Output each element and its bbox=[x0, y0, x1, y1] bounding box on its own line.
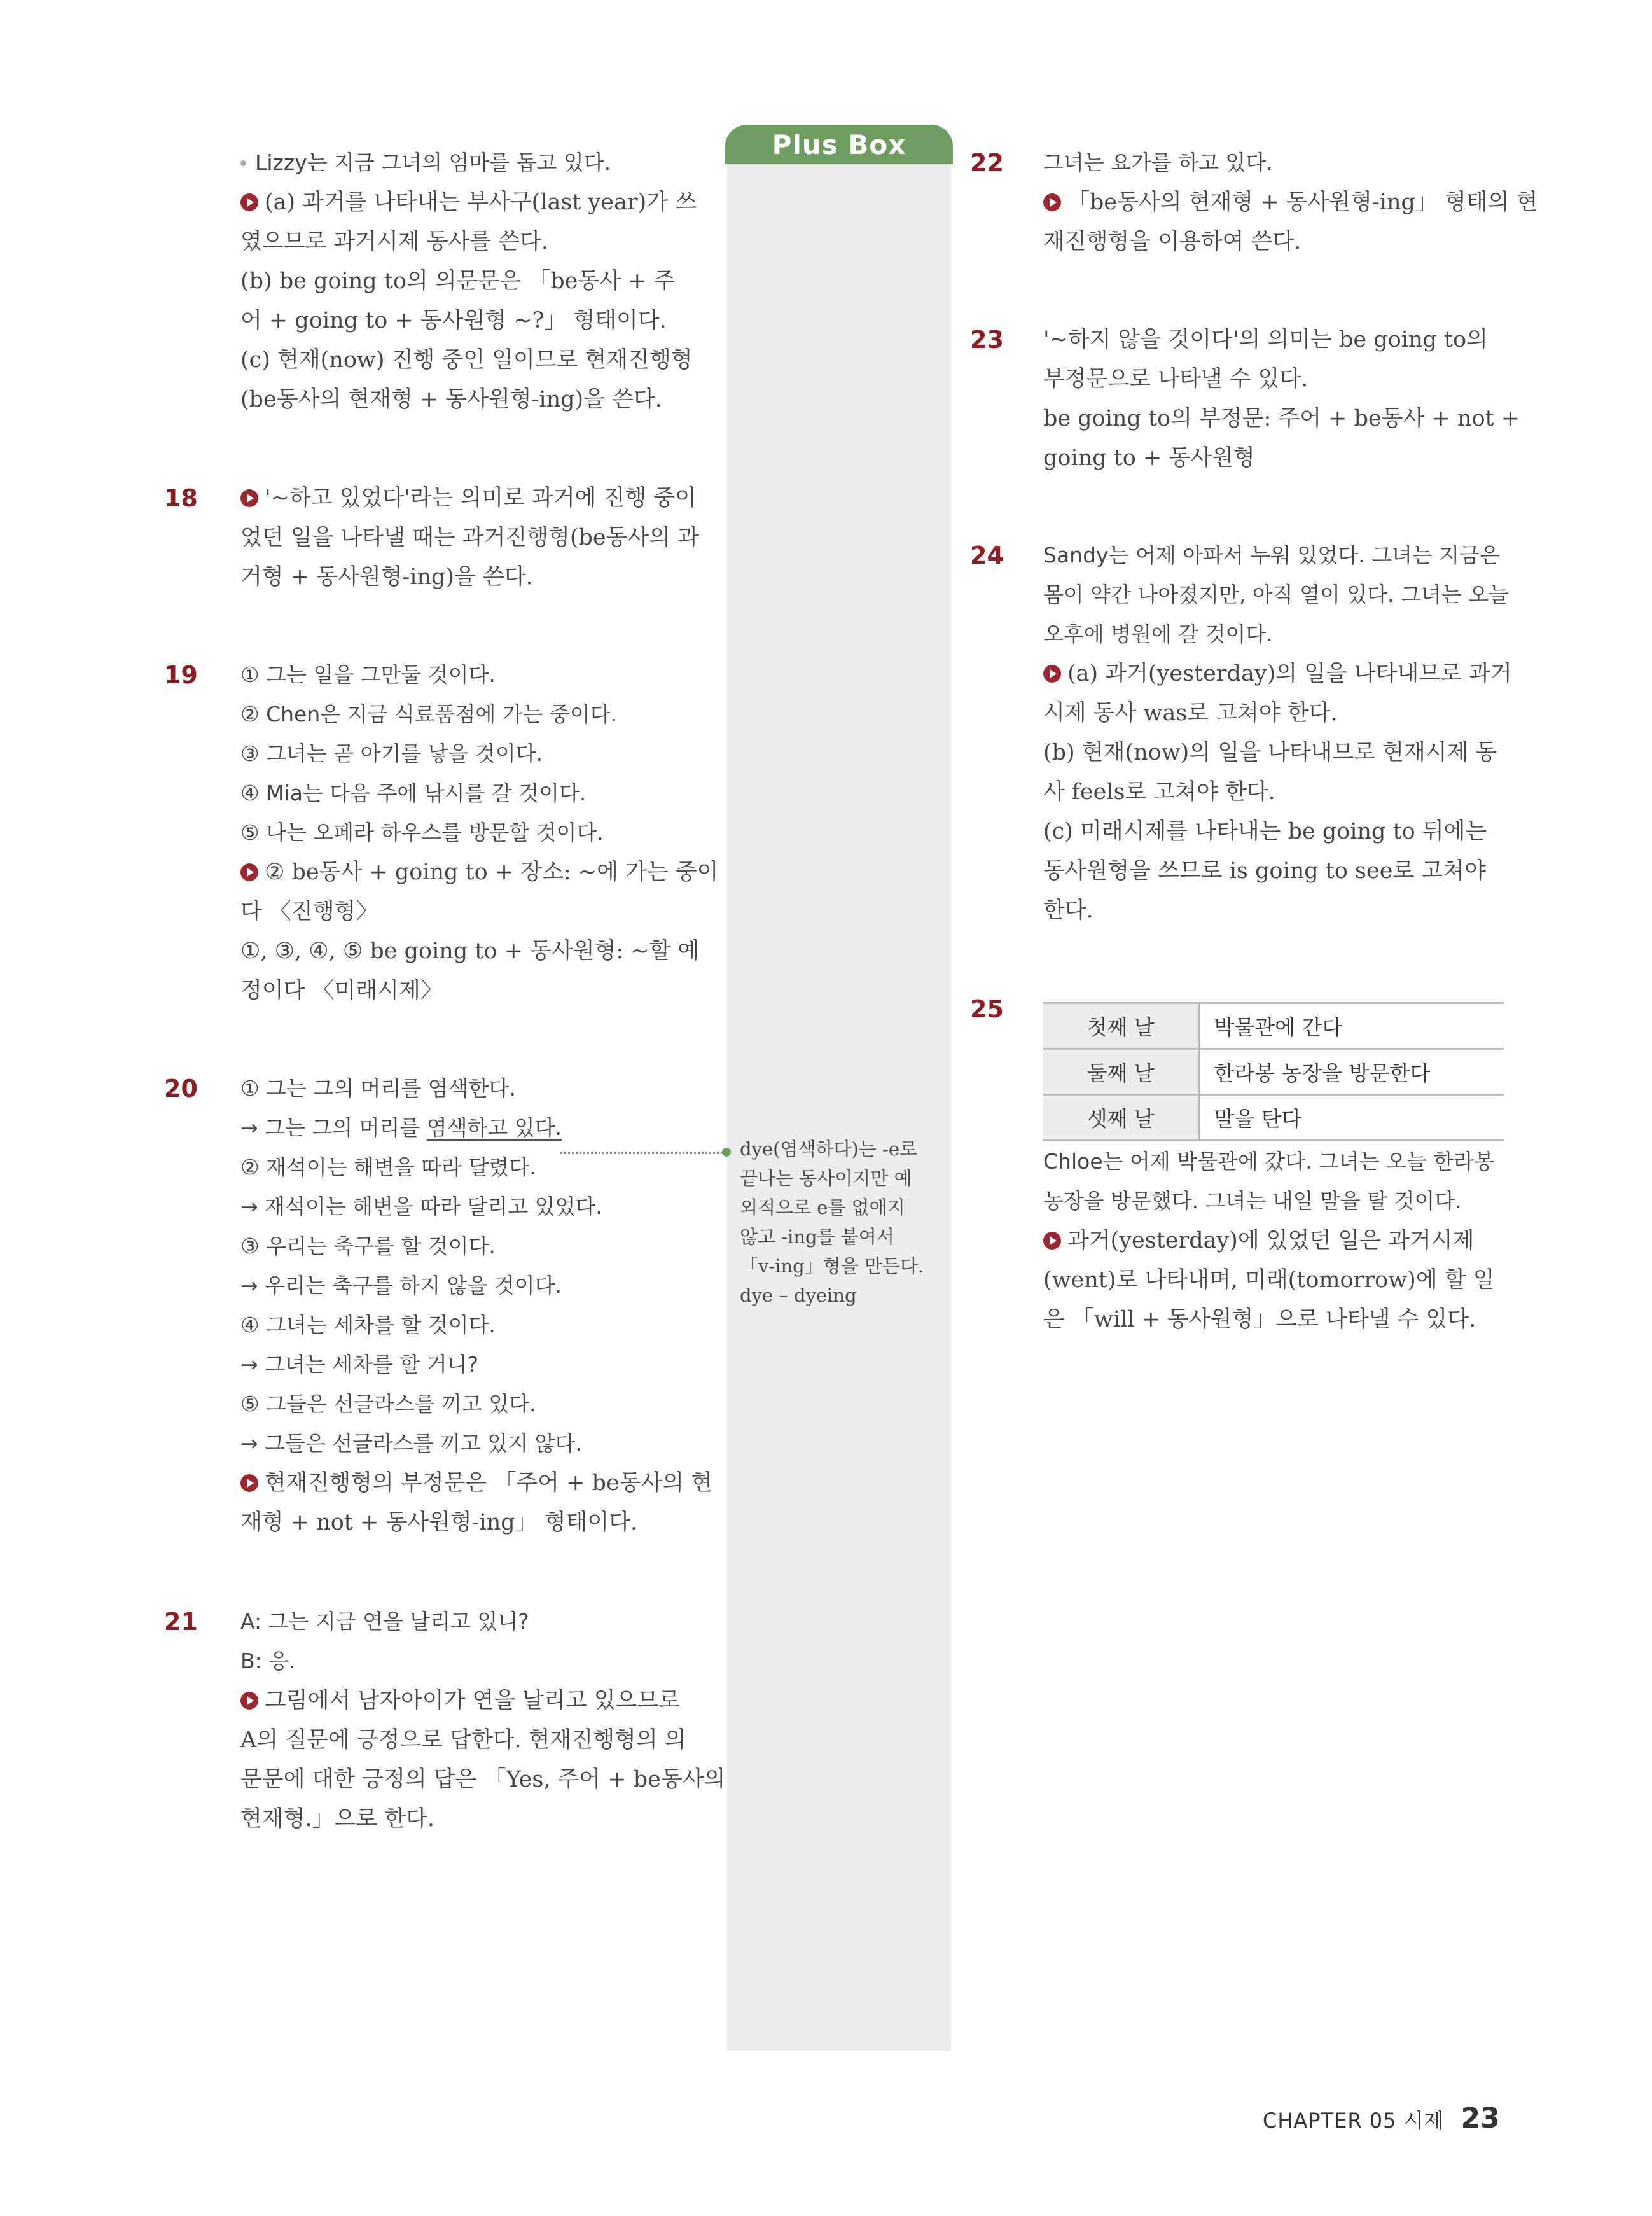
explanation-arrow-icon bbox=[240, 193, 258, 211]
page-number: 23 bbox=[1461, 2102, 1500, 2135]
note-line: 않고 -ing를 붙여서 bbox=[740, 1226, 894, 1248]
answer-line: (went)로 나타내며, 미래(tomorrow)에 할 일 bbox=[1043, 1267, 1495, 1293]
question-number: 25 bbox=[970, 995, 1004, 1023]
question-number: 22 bbox=[970, 149, 1004, 177]
answer-line: 정이다 〈미래시제〉 bbox=[240, 978, 443, 1003]
intro-line: Lizzy는 지금 그녀의 엄마를 돕고 있다. bbox=[255, 150, 611, 175]
answer-line: 동사원형을 쓰므로 is going to see로 고쳐야 bbox=[1043, 858, 1486, 884]
answer-line: 과거(yesterday)에 있었던 일은 과거시제 bbox=[1067, 1228, 1475, 1253]
question-number: 20 bbox=[164, 1075, 198, 1103]
answer-line: A의 질문에 긍정으로 답한다. 현재진행형의 의 bbox=[240, 1727, 686, 1753]
answer-line: 그녀는 요가를 하고 있다. bbox=[1043, 150, 1273, 175]
table-row bbox=[1043, 1049, 1504, 1095]
schedule-table bbox=[1043, 1002, 1504, 1141]
answer-line: 몸이 약간 나아졌지만, 아직 열이 있다. 그녀는 오늘 bbox=[1043, 582, 1509, 607]
answer-line: '~하지 않을 것이다'의 의미는 be going to의 bbox=[1043, 327, 1488, 352]
answer-line: Chloe는 어제 박물관에 갔다. 그녀는 오늘 한라봉 bbox=[1043, 1149, 1494, 1174]
answer-line: (b) 현재(now)의 일을 나타내므로 현재시제 동 bbox=[1043, 740, 1497, 765]
answer-line: 현재진행형의 부정문은 「주어 + be동사의 현 bbox=[265, 1470, 713, 1496]
note-line: 「v-ing」형을 만든다. bbox=[740, 1255, 924, 1277]
note-line: dye – dyeing bbox=[740, 1285, 857, 1306]
answer-line: → 그들은 선글라스를 끼고 있지 않다. bbox=[240, 1431, 582, 1456]
answer-line: 시제 동사 was로 고쳐야 한다. bbox=[1043, 700, 1338, 726]
answer-line: 거형 + 동사원형-ing)을 쓴다. bbox=[240, 564, 533, 590]
question-number: 23 bbox=[970, 326, 1004, 354]
answer-line: 재진행형을 이용하여 쓴다. bbox=[1043, 229, 1301, 254]
intro-line: 어 + going to + 동사원형 ~?」 형태이다. bbox=[240, 308, 667, 333]
chapter-label: CHAPTER 05 시제 bbox=[1263, 2108, 1445, 2133]
intro-line: (be동사의 현재형 + 동사원형-ing)을 쓴다. bbox=[240, 387, 662, 412]
question-number: 19 bbox=[164, 661, 198, 689]
answer-line: ③ 그녀는 곧 아기를 낳을 것이다. bbox=[240, 741, 543, 766]
table-cell-activity: 말을 탄다 bbox=[1199, 1095, 1504, 1141]
intro-line: (b) be going to의 의문문은 「be동사 + 주 bbox=[240, 268, 676, 294]
answer-line: 그림에서 남자아이가 연을 날리고 있으므로 bbox=[265, 1688, 681, 1713]
intro-line: (a) 과거를 나타내는 부사구(last year)가 쓰 bbox=[265, 190, 697, 215]
table-cell-activity: 한라봉 농장을 방문한다 bbox=[1199, 1049, 1504, 1095]
question-number: 21 bbox=[164, 1608, 198, 1636]
note-line: 끝나는 동사이지만 예 bbox=[740, 1167, 912, 1189]
plus-box-label: Plus Box bbox=[772, 129, 906, 160]
explanation-arrow-icon bbox=[1043, 193, 1061, 211]
question-number: 18 bbox=[164, 484, 198, 512]
underlined-answer: 염색하고 있다. bbox=[426, 1115, 562, 1140]
note-line: 외적으로 e를 없애지 bbox=[740, 1197, 905, 1218]
answer-line: be going to의 부정문: 주어 + be동사 + not + bbox=[1043, 406, 1520, 431]
answer-line: → 그는 그의 머리를 bbox=[240, 1115, 427, 1140]
note-leader-line bbox=[560, 1152, 726, 1154]
answer-line: (c) 미래시제를 나타내는 be going to 뒤에는 bbox=[1043, 819, 1487, 844]
answer-line: Sandy는 어제 아파서 누워 있었다. 그녀는 지금은 bbox=[1043, 543, 1500, 568]
explanation-arrow-icon bbox=[240, 863, 258, 881]
answer-line: 현재형.」으로 한다. bbox=[240, 1806, 435, 1832]
answer-line: 사 feels로 고쳐야 한다. bbox=[1043, 779, 1275, 805]
answer-line: 었던 일을 나타낼 때는 과거진행형(be동사의 과 bbox=[240, 525, 699, 550]
explanation-arrow-icon bbox=[1043, 665, 1061, 683]
answer-line: ④ Mia는 다음 주에 낚시를 갈 것이다. bbox=[240, 781, 587, 805]
answer-line: ② Chen은 지금 식료품점에 가는 중이다. bbox=[240, 702, 618, 727]
table-cell-day: 셋째 날 bbox=[1043, 1095, 1199, 1141]
answer-line: ③ 우리는 축구를 할 것이다. bbox=[240, 1234, 496, 1258]
answer-line: ⑤ 그들은 선글라스를 끼고 있다. bbox=[240, 1391, 536, 1416]
answer-line: ① 그는 일을 그만둘 것이다. bbox=[240, 662, 496, 687]
table-row bbox=[1043, 1003, 1504, 1049]
answer-line: 오후에 병원에 갈 것이다. bbox=[1043, 622, 1273, 646]
answer-line: ② 재석이는 해변을 따라 달렸다. bbox=[240, 1155, 536, 1180]
answer-line: ② be동사 + going to + 장소: ~에 가는 중이 bbox=[265, 860, 719, 885]
answer-line: A: 그는 지금 연을 날리고 있니? bbox=[240, 1609, 529, 1634]
bullet-dot-icon bbox=[240, 160, 246, 166]
answer-line: 부정문으로 나타낼 수 있다. bbox=[1043, 366, 1308, 392]
intro-line: 였으므로 과거시제 동사를 쓴다. bbox=[240, 229, 549, 254]
explanation-arrow-icon bbox=[240, 1474, 258, 1492]
answer-line: ① 그는 그의 머리를 염색한다. bbox=[240, 1076, 516, 1101]
table-cell-day: 둘째 날 bbox=[1043, 1049, 1199, 1095]
plus-box-column bbox=[727, 155, 951, 2051]
answer-line: 다 〈진행형〉 bbox=[240, 899, 378, 924]
question-number: 24 bbox=[970, 541, 1004, 569]
answer-line: → 우리는 축구를 하지 않을 것이다. bbox=[240, 1273, 562, 1298]
table-row bbox=[1043, 1095, 1504, 1141]
answer-line: → 그녀는 세차를 할 거니? bbox=[240, 1352, 479, 1377]
explanation-arrow-icon bbox=[1043, 1232, 1061, 1250]
note-leader-dot bbox=[722, 1148, 731, 1157]
table-cell-day: 첫째 날 bbox=[1043, 1003, 1199, 1049]
answer-line: 농장을 방문했다. 그녀는 내일 말을 탈 것이다. bbox=[1043, 1188, 1462, 1213]
page-footer bbox=[1263, 2100, 1500, 2138]
answer-line: 한다. bbox=[1043, 898, 1093, 923]
table-cell-activity: 박물관에 간다 bbox=[1199, 1003, 1504, 1049]
answer-line: (a) 과거(yesterday)의 일을 나타내므로 과거 bbox=[1067, 661, 1512, 686]
answer-line: 재형 + not + 동사원형-ing」 형태이다. bbox=[240, 1510, 638, 1535]
intro-line: (c) 현재(now) 진행 중인 일이므로 현재진행형 bbox=[240, 347, 693, 373]
answer-line: B: 응. bbox=[240, 1648, 296, 1673]
answer-line: 은 「will + 동사원형」으로 나타낼 수 있다. bbox=[1043, 1307, 1476, 1332]
answer-line: → 재석이는 해변을 따라 달리고 있었다. bbox=[240, 1194, 602, 1219]
answer-line: ⑤ 나는 오페라 하우스를 방문할 것이다. bbox=[240, 820, 604, 845]
explanation-arrow-icon bbox=[240, 489, 258, 507]
note-line: dye(염색하다)는 -e로 bbox=[740, 1138, 918, 1160]
plus-box-tab bbox=[725, 125, 953, 164]
answer-line: ④ 그녀는 세차를 할 것이다. bbox=[240, 1313, 496, 1337]
answer-line: ①, ③, ④, ⑤ be going to + 동사원형: ~할 예 bbox=[240, 938, 700, 964]
explanation-arrow-icon bbox=[240, 1692, 258, 1710]
answer-line: going to + 동사원형 bbox=[1043, 445, 1255, 471]
answer-line: '~하고 있었다'라는 의미로 과거에 진행 중이 bbox=[265, 485, 697, 511]
answer-line: 문문에 대한 긍정의 답은 「Yes, 주어 + be동사의 bbox=[240, 1767, 726, 1792]
answer-line: 「be동사의 현재형 + 동사원형-ing」 형태의 현 bbox=[1067, 190, 1538, 215]
